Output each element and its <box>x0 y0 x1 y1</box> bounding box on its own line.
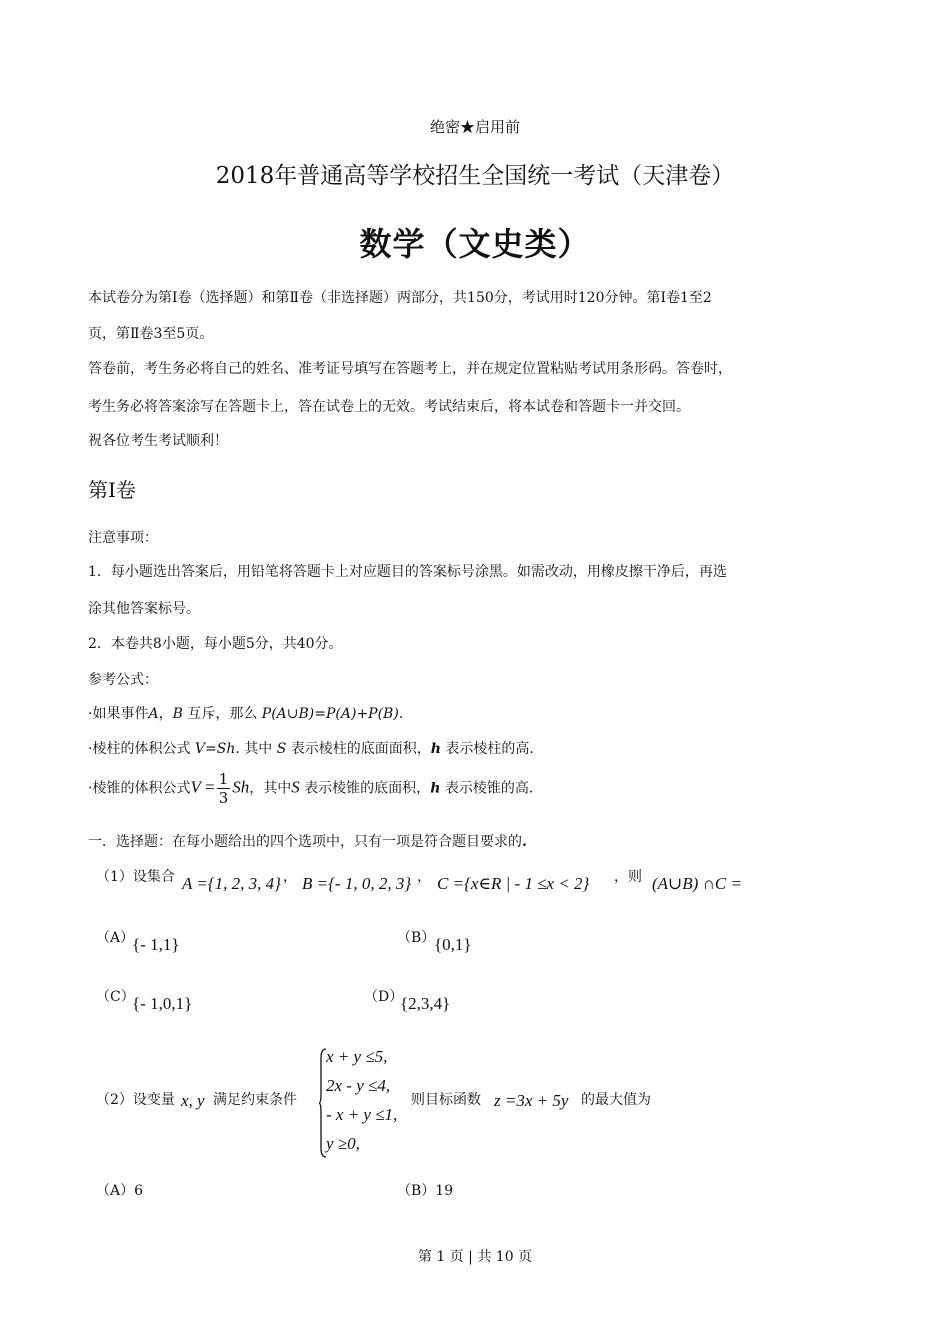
fraction-one-third <box>217 770 231 807</box>
formula-1-sep: ， <box>158 706 173 722</box>
fraction-numerator: 1 <box>218 770 229 788</box>
formula-1-expr: P(A∪B)=P(A)+P(B). <box>261 706 404 722</box>
formula-2-expr: V=Sh. <box>194 741 240 757</box>
formula-2-rest-2: 表示棱柱的底面面积， <box>286 741 431 757</box>
q1-sep-1: ， <box>283 869 297 885</box>
q1-option-d-label: （D） <box>364 989 404 1005</box>
q2-label: （2）设变量 <box>96 1092 175 1108</box>
part-1-heading-end: . <box>522 834 527 850</box>
q1-sep-3: ，则 <box>614 869 642 885</box>
formula-3-rest-2: 表示棱锥的底面积， <box>299 780 431 797</box>
q2-option-a: （A）6 <box>96 1183 144 1199</box>
q2-vars: x, y <box>181 1091 205 1110</box>
q2-objective: z =3x + 5y <box>494 1091 569 1110</box>
q2-constraint-1: x + y ≤5, <box>326 1047 388 1066</box>
q2-option-b: （B）19 <box>397 1183 454 1199</box>
q1-option-a-label: （A） <box>96 930 135 946</box>
formula-3-h: h <box>430 780 441 797</box>
q1-option-c: {- 1,0,1} <box>132 994 193 1013</box>
q1-option-a: {- 1,1} <box>132 935 180 954</box>
formula-1-b: B <box>172 706 183 722</box>
q1-option-c-label: （C） <box>96 989 135 1005</box>
formula-1-text: ·如果事件 <box>88 706 149 722</box>
formula-2-s: S <box>276 741 287 757</box>
q1-option-b-label: （B） <box>397 930 436 946</box>
formula-2-rest-3: 表示棱柱的高. <box>440 741 534 757</box>
page-footer: 第 1 页 | 共 10 页 <box>417 1249 533 1265</box>
q2-ask: 的最大值为 <box>581 1092 651 1108</box>
note-1b: 涂其他答案标号。 <box>88 601 200 617</box>
q1-option-d: {2,3,4} <box>400 994 451 1013</box>
q2-then: 则目标函数 <box>411 1092 481 1108</box>
q1-option-b: {0,1} <box>434 935 472 954</box>
formula-3-rest-3: 表示棱锥的高. <box>440 780 534 797</box>
formula-3-rest-1: ，其中 <box>249 780 292 797</box>
q1-set-b: B ={- 1, 0, 2, 3} <box>302 874 412 893</box>
q1-label: （1）设集合 <box>96 869 175 885</box>
formula-3 <box>88 770 533 807</box>
intro-line-5: 祝各位考生考试顺利！ <box>88 433 228 449</box>
note-1a: 1．每小题选出答案后，用铅笔将答题卡上对应题目的答案标号涂黑。如需改动，用橡皮擦干净后，再选 <box>88 564 727 580</box>
formula-3-s: S <box>291 777 300 797</box>
subject-title: 数学（文史类） <box>359 225 591 263</box>
formula-2-text: ·棱柱的体积公式 <box>88 741 195 757</box>
q2-constraint-3: - x + y ≤1, <box>326 1105 398 1124</box>
q1-set-a: A ={1, 2, 3, 4} <box>182 874 281 893</box>
intro-line-4: 考生务必将答案涂写在答题卡上，答在试卷上的无效。考试结束后，将本试卷和答题卡一并交回。 <box>88 399 690 415</box>
part-1-heading <box>88 831 527 851</box>
formula-3-eq: = <box>200 777 215 797</box>
formula-2 <box>88 738 534 758</box>
formula-3-text: ·棱锥的体积公式 <box>88 780 191 797</box>
formula-3-v: V <box>190 777 201 797</box>
formula-3-sh: Sh <box>232 777 250 797</box>
intro-line-2: 页，第Ⅱ卷3至5页。 <box>88 326 214 342</box>
formula-2-rest-1: 其中 <box>239 741 277 757</box>
q1-set-c: C ={x∈R | - 1 ≤x < 2} <box>437 874 590 893</box>
formula-title: 参考公式： <box>88 672 158 688</box>
q2-constraint-2: 2x - y ≤4, <box>326 1076 391 1095</box>
intro-line-1: 本试卷分为第Ⅰ卷（选择题）和第Ⅱ卷（非选择题）两部分，共150分，考试用时120分钟。第Ⅰ卷1至2 <box>88 290 712 306</box>
q1-expression: (A∪B) ∩C = <box>652 874 742 893</box>
secret-label: 绝密★启用前 <box>429 118 520 136</box>
fraction-denominator: 3 <box>218 789 229 807</box>
intro-line-3: 答卷前，考生务必将自己的姓名、准考证号填写在答题考上，并在规定位置粘贴考试用条形码。答卷时， <box>88 361 732 377</box>
formula-1-a: A <box>148 706 159 722</box>
note-2: 2．本卷共8小题，每小题5分，共40分。 <box>88 636 343 652</box>
notes-title: 注意事项： <box>88 530 158 546</box>
exam-title: 2018年普通高等学校招生全国统一考试（天津卷） <box>215 163 735 189</box>
formula-1-mid: 互斥，那么 <box>182 706 262 722</box>
formula-1 <box>88 703 403 723</box>
section-heading: 第Ⅰ卷 <box>88 478 136 502</box>
q2-condition-label: 满足约束条件 <box>213 1092 297 1108</box>
q2-constraint-4: y ≥0, <box>326 1134 360 1153</box>
formula-2-h: h <box>430 741 441 757</box>
part-1-heading-main: 一．选择题：在每小题给出的四个选项中，只有一项是符合题目要求的 <box>88 834 522 850</box>
q1-sep-2: ， <box>417 869 431 885</box>
